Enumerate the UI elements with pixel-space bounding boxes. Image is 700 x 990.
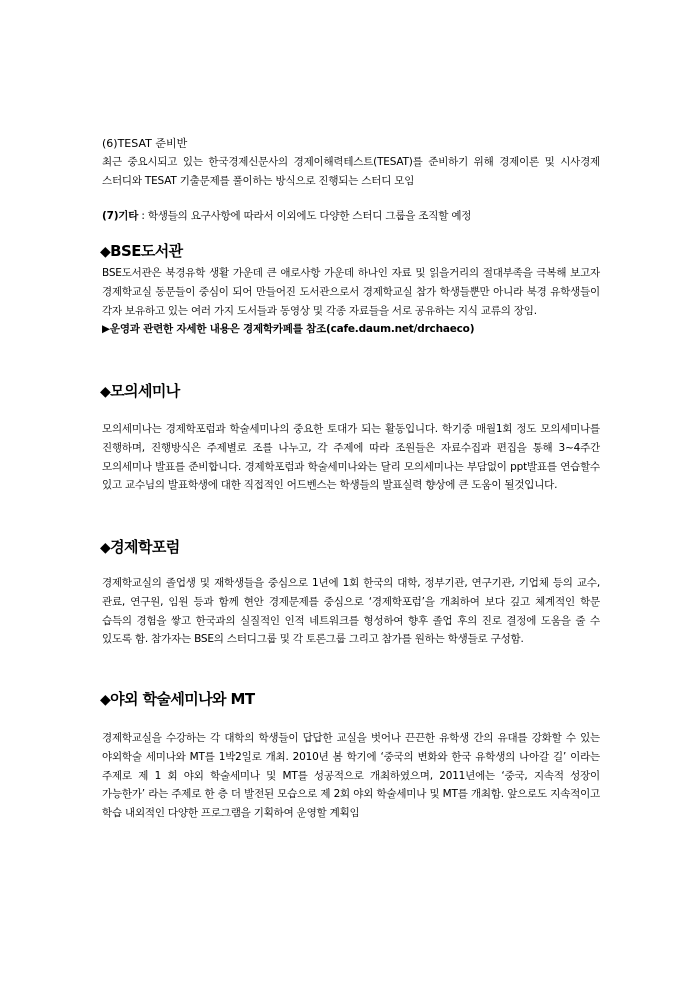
mock-seminar-body [102, 420, 600, 495]
other-line [102, 207, 600, 226]
diamond-bullet-icon: ◆ [100, 692, 111, 708]
diamond-bullet-icon: ◆ [100, 384, 111, 400]
mock-seminar-body-text: 모의세미나는 경제학포럼과 학술세미나의 중요한 토대가 되는 활동입니다. 학기중 매월1회 정도 모의세미나를 진행하며, 진행방식은 주제별로 조를 나누고, 각 주제에 따라 조원들은 자료수집과 편집을 통해 3~4주간 모의세미나 발표를 준비합니다. 경제학포럼과 학술세미나와는 달리 모의세미나는 부담없이 ppt발표를 연습할수 있고 교수님의 발표학생에 대한 직접적인 어드벤스는 학생들의 발표실력 향상에 큰 도움이 될것입니다. [102, 423, 600, 492]
library-body-text: BSE도서관은 북경유학 생활 가운데 큰 애로사항 가운데 하나인 자료 및 읽을거리의 절대부족을 극복해 보고자 경제학교실 동문들이 중심이 되어 만들어진 도서관으로서 경제학교실 참가 학생들뿐만 아니라 북경 유학생들이 각자 보유하고 있는 여러 가지 도서들과 동영상 및 각종 자료들을 서로 공유하는 지식 교류의 장임. [102, 267, 600, 317]
outdoor-body-text: 경제학교실을 수강하는 각 대학의 학생들이 답답한 교실을 벗어나 끈끈한 유학생 간의 유대를 강화할 수 있는 야외학술 세미나와 MT를 1박2일로 개최. 2010년 봄 학기에 ‘중국의 변화와 한국 유학생의 나아갈 길’ 이라는 주제로 제 1 회 야외 학술세미나 및 MT를 성공적으로 개최하였으며, 2011년에는 ‘중국, 지속적 성장이 가능한가’ 라는 주제로 한 층 더 발전된 모습으로 제 2회 야외 학술세미나 및 MT를 개최함. 앞으로도 지속적이고 학습 내외적인 다양한 프로그램을 기획하여 운영할 계획임 [102, 732, 600, 820]
mock-seminar-heading [100, 380, 180, 401]
other-section [102, 207, 600, 226]
library-heading-text: BSE도서관 [110, 242, 183, 260]
forum-heading-text: 경제학포럼 [110, 538, 180, 556]
mock-seminar-heading-text: 모의세미나 [110, 382, 180, 400]
tesat-body-text: 최근 중요시되고 있는 한국경제신문사의 경제이해력테스트(TESAT)를 준비하기 위해 경제이론 및 시사경제 스터디와 TESAT 기출문제를 풀이하는 방식으로 진행되는 스터디 모임 [102, 156, 600, 187]
library-body [102, 264, 600, 339]
other-label: (7)기타 [102, 210, 139, 222]
tesat-body [102, 153, 600, 191]
tesat-title: (6)TESAT 준비반 [102, 137, 188, 150]
outdoor-body [102, 729, 600, 823]
outdoor-heading [100, 688, 255, 709]
other-text: : 학생들의 요구사항에 따라서 이외에도 다양한 스터디 그룹을 조직할 예정 [138, 210, 472, 222]
forum-body-text: 경제학교실의 졸업생 및 재학생들을 중심으로 1년에 1회 한국의 대학, 정부기관, 연구기관, 기업체 등의 교수, 관료, 연구원, 임원 등과 함께 현안 경제문제를 중심으로 ‘경제학포럼’을 개최하여 보다 깊고 체계적인 학문 습득의 경험을 쌓고 한국과의 실질적인 인적 네트워크를 형성하여 향후 졸업 후의 진로 결정에 도움을 줄 수 있도록 함. 참가자는 BSE의 스터디그룹 및 각 토론그룹 그리고 참가를 원하는 학생들로 구성함. [102, 577, 600, 646]
diamond-bullet-icon: ◆ [100, 244, 111, 260]
library-heading [100, 240, 183, 261]
forum-heading [100, 536, 180, 557]
outdoor-heading-text: 야외 학술세미나와 MT [110, 690, 255, 708]
diamond-bullet-icon: ◆ [100, 540, 111, 556]
forum-body [102, 574, 600, 649]
library-note: ▶운영과 관련한 자세한 내용은 경제학카페를 참조(cafe.daum.net/drchaeco) [102, 323, 475, 336]
